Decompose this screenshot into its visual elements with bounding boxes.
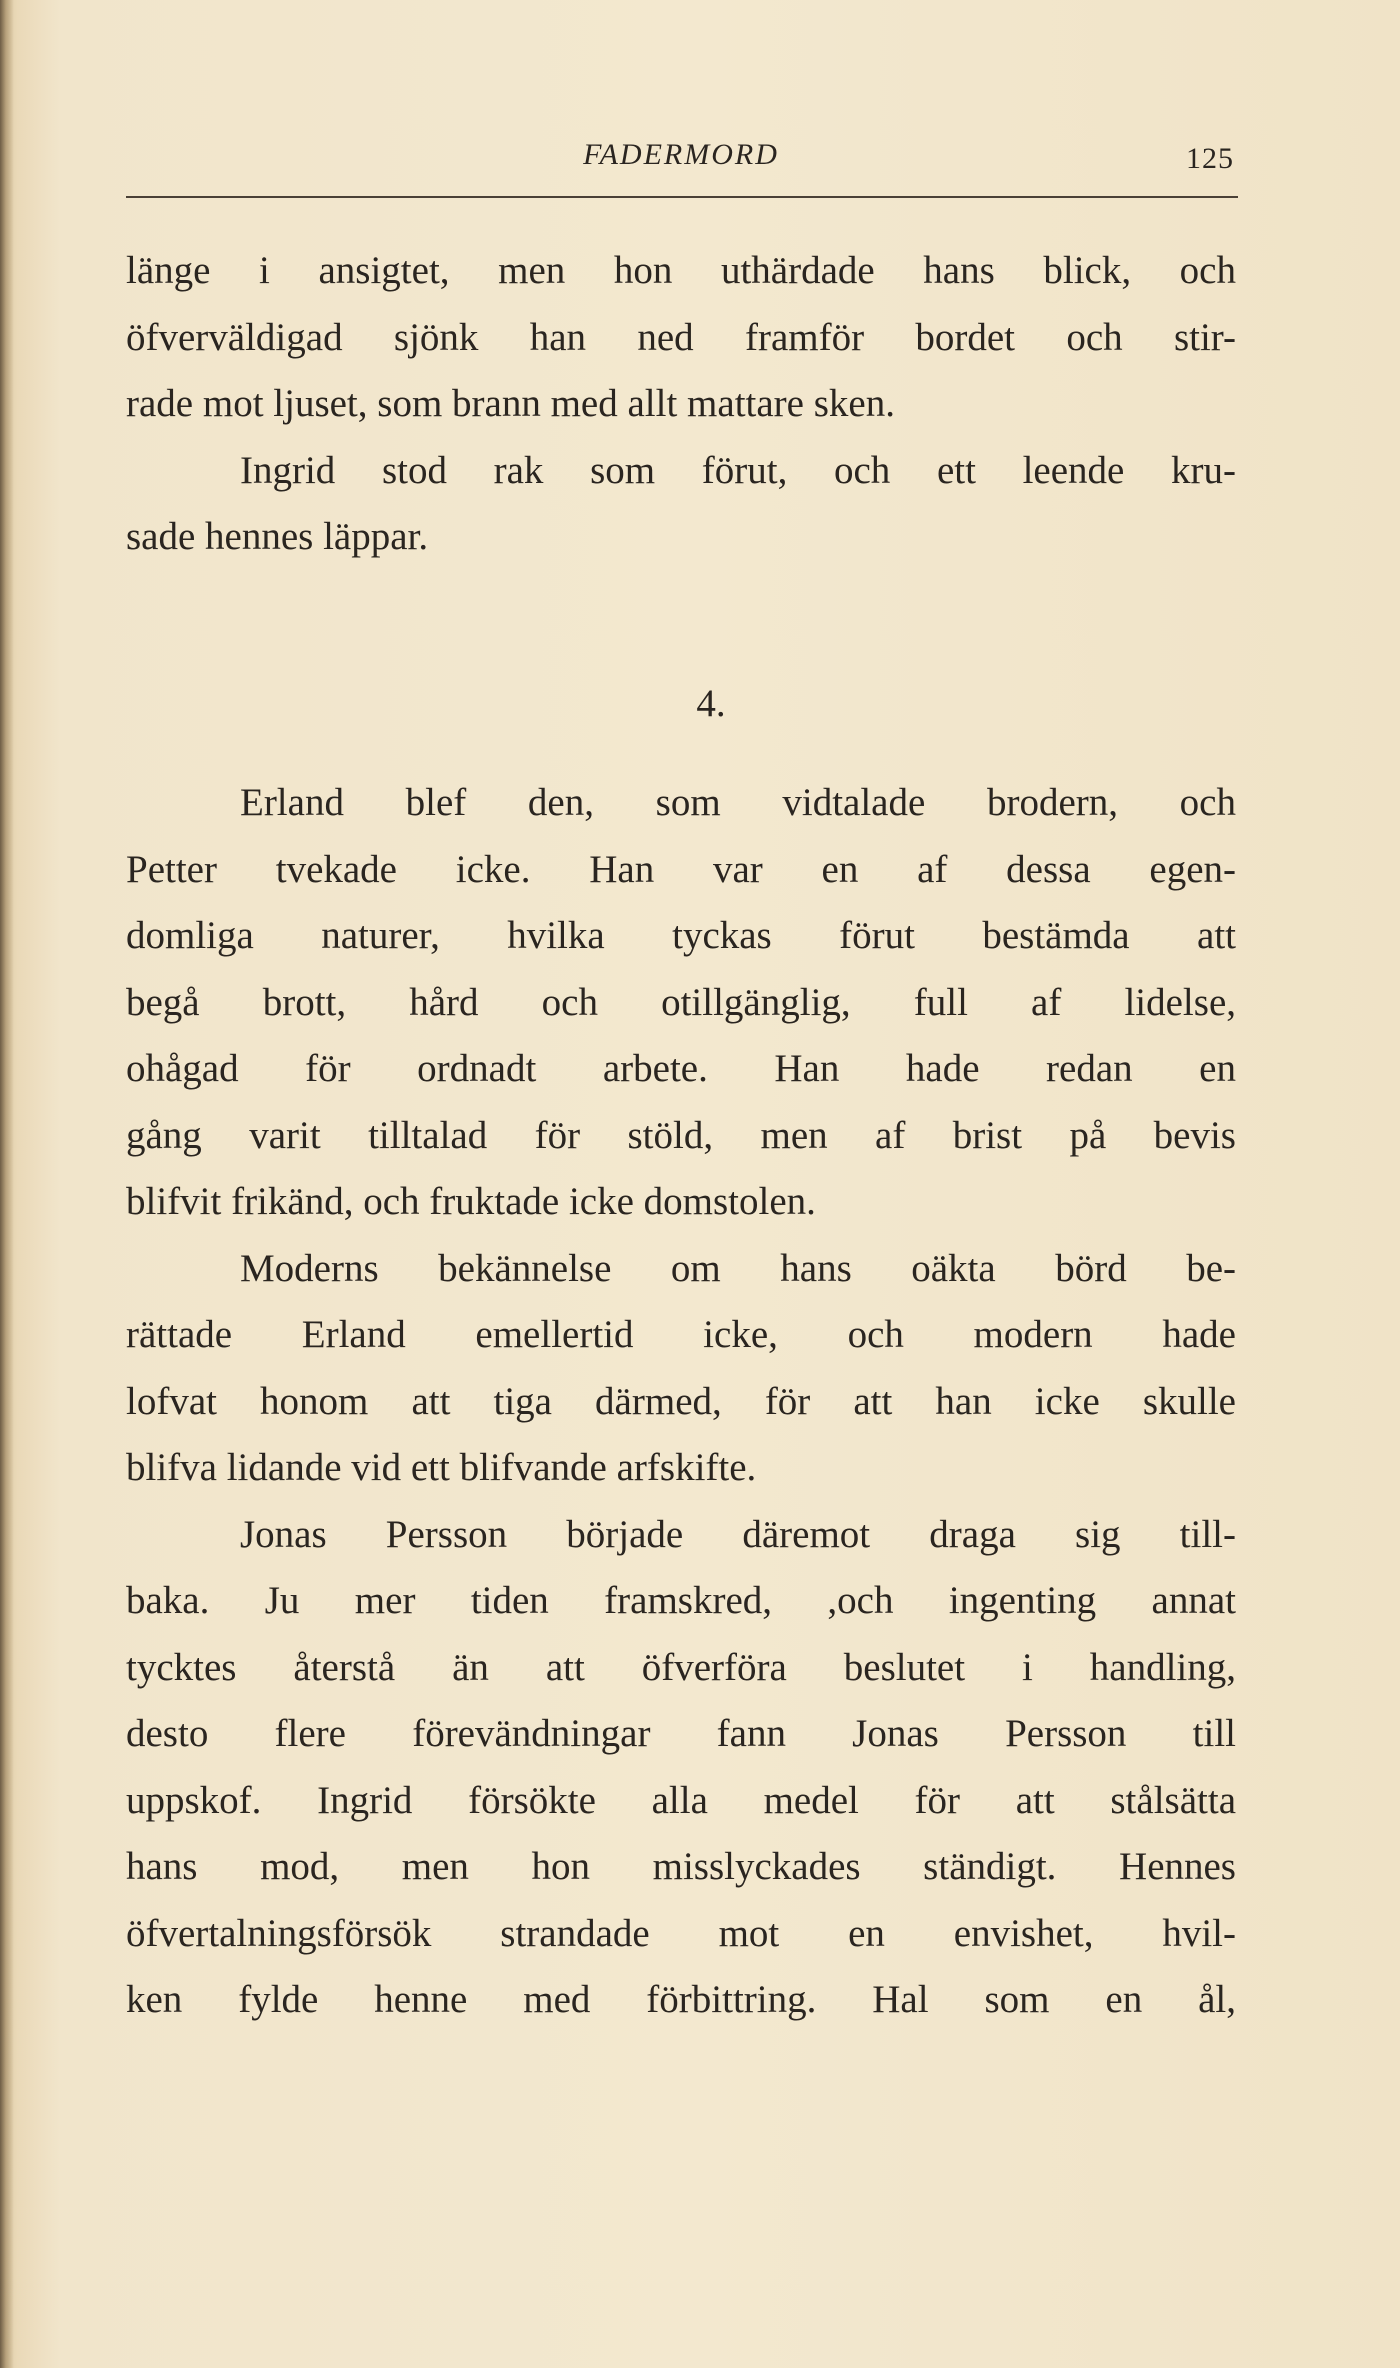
text-line: begå brott, hård och otillgänglig, full af lidelse, [126, 980, 1236, 1024]
text-line: rättade Erland emellertid icke, och modern hade [126, 1313, 1236, 1356]
text-line: Ingrid stod rak som förut, och ett leende kru- [240, 448, 1236, 492]
text-line: desto flere förevändningar fann Jonas Persson till [126, 1712, 1236, 1755]
text-line: lofvat honom att tiga därmed, för att han icke skulle [126, 1379, 1236, 1423]
page-header [126, 138, 1236, 198]
text-line: sade hennes läppar. [126, 515, 429, 558]
text-line: rade mot ljuset, som brann med allt mattare sken. [126, 382, 895, 425]
text-line: blifva lidande vid ett blifvande arfskifte. [126, 1446, 757, 1489]
text-line: Erland blef den, som vidtalade brodern, och [240, 781, 1236, 824]
header-rule [126, 196, 1238, 198]
page-number: 125 [1186, 142, 1234, 175]
text-line: öfverväldigad sjönk han ned framför bordet och stir- [126, 315, 1236, 359]
text-line: tycktes återstå än att öfverföra beslutet i handling, [126, 1645, 1236, 1689]
body-text [126, 238, 1236, 2034]
section-number: 4. [696, 682, 726, 725]
text-line: länge i ansigtet, men hon uthärdade hans blick, och [126, 249, 1236, 292]
text-line: uppskof. Ingrid försökte alla medel för att stålsätta [126, 1778, 1236, 1822]
text-line: blifvit frikänd, och fruktade icke domstolen. [126, 1180, 816, 1223]
text-line: Jonas Persson började däremot draga sig till- [240, 1512, 1236, 1556]
spacer [126, 571, 1236, 638]
text-line: domliga naturer, hvilka tyckas förut bestämda att [126, 914, 1236, 957]
text-line: öfvertalningsförsök strandade mot en envishet, hvil- [126, 1911, 1236, 1955]
running-title: FADERMORD [583, 138, 779, 171]
text-line: Petter tvekade icke. Han var en af dessa egen- [126, 847, 1236, 891]
page-spine-shadow [0, 0, 14, 2368]
text-line: ken fylde henne med förbittring. Hal som en ål, [126, 1978, 1236, 2021]
text-line: Moderns bekännelse om hans oäkta börd be- [240, 1246, 1236, 1290]
text-line: gång varit tilltalad för stöld, men af brist på bevis [126, 1113, 1236, 1157]
text-line: hans mod, men hon misslyckades ständigt. Hennes [126, 1845, 1236, 1888]
text-line: ohågad för ordnadt arbete. Han hade redan en [126, 1047, 1236, 1090]
text-line: baka. Ju mer tiden framskred, ,och ingenting annat [126, 1579, 1236, 1622]
